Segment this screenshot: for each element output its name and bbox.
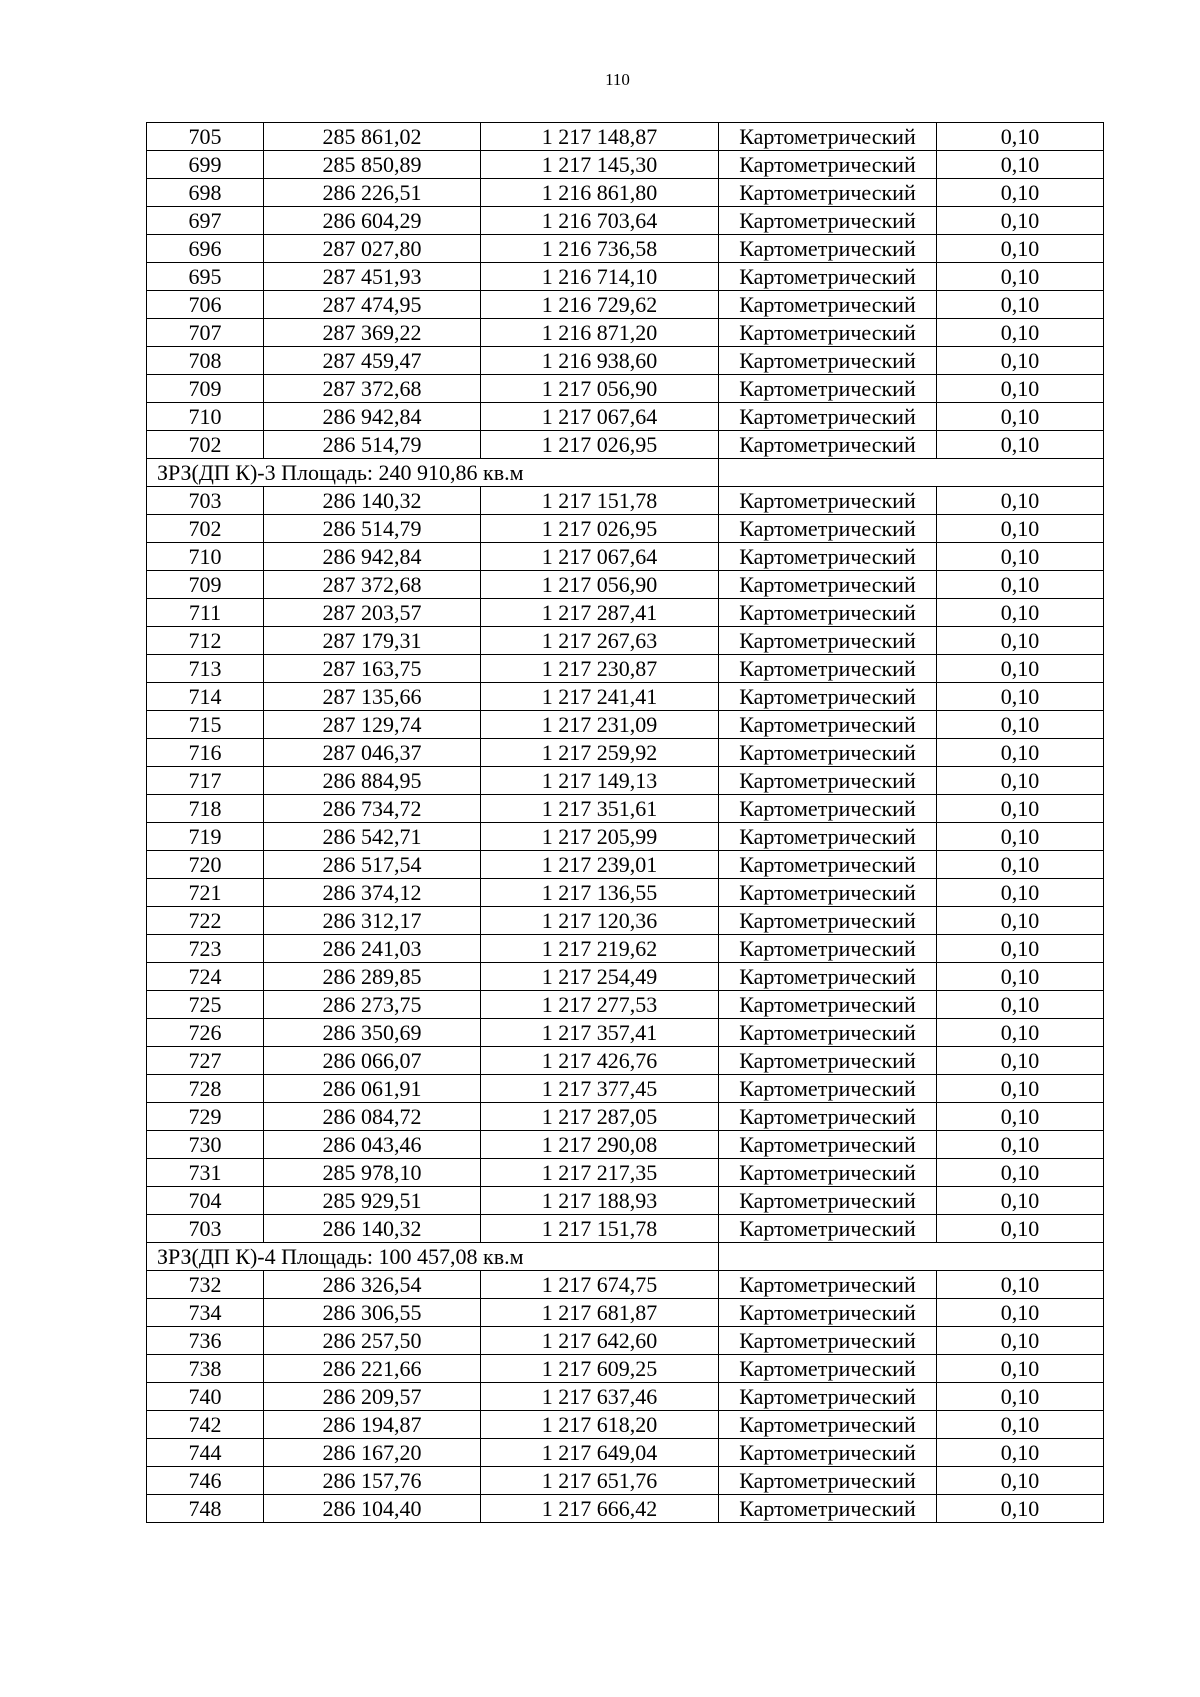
y-coordinate-cell: 1 217 651,76	[481, 1467, 719, 1495]
method-cell: Картометрический	[719, 767, 937, 795]
table-row	[147, 403, 1104, 431]
accuracy-cell: 0,10	[937, 711, 1104, 739]
point-number-cell: 744	[147, 1439, 264, 1467]
accuracy-cell: 0,10	[937, 655, 1104, 683]
y-coordinate-cell: 1 217 151,78	[481, 487, 719, 515]
y-coordinate-cell: 1 217 618,20	[481, 1411, 719, 1439]
y-coordinate-cell: 1 216 861,80	[481, 179, 719, 207]
y-coordinate-cell: 1 217 681,87	[481, 1299, 719, 1327]
coordinates-table	[146, 122, 1104, 1523]
y-coordinate-cell: 1 217 219,62	[481, 935, 719, 963]
method-cell: Картометрический	[719, 1103, 937, 1131]
point-number-cell: 699	[147, 151, 264, 179]
table-row	[147, 935, 1104, 963]
y-coordinate-cell: 1 216 871,20	[481, 319, 719, 347]
point-number-cell: 695	[147, 263, 264, 291]
y-coordinate-cell: 1 217 642,60	[481, 1327, 719, 1355]
method-cell: Картометрический	[719, 1299, 937, 1327]
table-row	[147, 683, 1104, 711]
y-coordinate-cell: 1 217 145,30	[481, 151, 719, 179]
table-row	[147, 487, 1104, 515]
method-cell: Картометрический	[719, 1047, 937, 1075]
method-cell: Картометрический	[719, 1439, 937, 1467]
x-coordinate-cell: 286 514,79	[264, 515, 481, 543]
point-number-cell: 720	[147, 851, 264, 879]
accuracy-cell: 0,10	[937, 375, 1104, 403]
method-cell: Картометрический	[719, 991, 937, 1019]
method-cell: Картометрический	[719, 179, 937, 207]
x-coordinate-cell: 285 929,51	[264, 1187, 481, 1215]
x-coordinate-cell: 286 084,72	[264, 1103, 481, 1131]
x-coordinate-cell: 286 226,51	[264, 179, 481, 207]
table-row	[147, 1383, 1104, 1411]
method-cell: Картометрический	[719, 823, 937, 851]
y-coordinate-cell: 1 217 254,49	[481, 963, 719, 991]
point-number-cell: 729	[147, 1103, 264, 1131]
method-cell: Картометрический	[719, 1187, 937, 1215]
x-coordinate-cell: 287 474,95	[264, 291, 481, 319]
point-number-cell: 724	[147, 963, 264, 991]
accuracy-cell: 0,10	[937, 795, 1104, 823]
y-coordinate-cell: 1 217 609,25	[481, 1355, 719, 1383]
table-row	[147, 571, 1104, 599]
y-coordinate-cell: 1 217 239,01	[481, 851, 719, 879]
y-coordinate-cell: 1 217 149,13	[481, 767, 719, 795]
point-number-cell: 707	[147, 319, 264, 347]
point-number-cell: 731	[147, 1159, 264, 1187]
accuracy-cell: 0,10	[937, 683, 1104, 711]
table-row	[147, 1159, 1104, 1187]
point-number-cell: 703	[147, 487, 264, 515]
y-coordinate-cell: 1 217 637,46	[481, 1383, 719, 1411]
table-row	[147, 263, 1104, 291]
y-coordinate-cell: 1 217 148,87	[481, 123, 719, 151]
table-row	[147, 291, 1104, 319]
y-coordinate-cell: 1 217 188,93	[481, 1187, 719, 1215]
x-coordinate-cell: 286 734,72	[264, 795, 481, 823]
accuracy-cell: 0,10	[937, 1355, 1104, 1383]
point-number-cell: 719	[147, 823, 264, 851]
point-number-cell: 696	[147, 235, 264, 263]
x-coordinate-cell: 286 542,71	[264, 823, 481, 851]
point-number-cell: 704	[147, 1187, 264, 1215]
x-coordinate-cell: 286 257,50	[264, 1327, 481, 1355]
accuracy-cell: 0,10	[937, 739, 1104, 767]
x-coordinate-cell: 285 861,02	[264, 123, 481, 151]
x-coordinate-cell: 286 241,03	[264, 935, 481, 963]
method-cell: Картометрический	[719, 655, 937, 683]
x-coordinate-cell: 286 514,79	[264, 431, 481, 459]
table-row	[147, 907, 1104, 935]
accuracy-cell: 0,10	[937, 235, 1104, 263]
x-coordinate-cell: 286 942,84	[264, 543, 481, 571]
accuracy-cell: 0,10	[937, 1215, 1104, 1243]
x-coordinate-cell: 286 140,32	[264, 487, 481, 515]
y-coordinate-cell: 1 217 357,41	[481, 1019, 719, 1047]
point-number-cell: 722	[147, 907, 264, 935]
table-row	[147, 319, 1104, 347]
accuracy-cell: 0,10	[937, 543, 1104, 571]
table-row	[147, 1411, 1104, 1439]
y-coordinate-cell: 1 216 938,60	[481, 347, 719, 375]
section-header: ЗРЗ(ДП К)-4 Площадь: 100 457,08 кв.м	[147, 1243, 719, 1271]
method-cell: Картометрический	[719, 319, 937, 347]
accuracy-cell: 0,10	[937, 1131, 1104, 1159]
y-coordinate-cell: 1 217 259,92	[481, 739, 719, 767]
method-cell: Картометрический	[719, 487, 937, 515]
table-row	[147, 767, 1104, 795]
method-cell: Картометрический	[719, 1075, 937, 1103]
point-number-cell: 725	[147, 991, 264, 1019]
x-coordinate-cell: 286 350,69	[264, 1019, 481, 1047]
y-coordinate-cell: 1 217 267,63	[481, 627, 719, 655]
point-number-cell: 736	[147, 1327, 264, 1355]
accuracy-cell: 0,10	[937, 879, 1104, 907]
method-cell: Картометрический	[719, 711, 937, 739]
x-coordinate-cell: 286 326,54	[264, 1271, 481, 1299]
method-cell: Картометрический	[719, 263, 937, 291]
method-cell: Картометрический	[719, 431, 937, 459]
table-row	[147, 851, 1104, 879]
section-header-empty-cell	[719, 459, 1104, 487]
method-cell: Картометрический	[719, 1411, 937, 1439]
method-cell: Картометрический	[719, 907, 937, 935]
table-row	[147, 795, 1104, 823]
table-row	[147, 739, 1104, 767]
table-row	[147, 207, 1104, 235]
point-number-cell: 721	[147, 879, 264, 907]
table-row	[147, 823, 1104, 851]
accuracy-cell: 0,10	[937, 1019, 1104, 1047]
y-coordinate-cell: 1 217 026,95	[481, 515, 719, 543]
point-number-cell: 716	[147, 739, 264, 767]
table-row	[147, 347, 1104, 375]
x-coordinate-cell: 286 374,12	[264, 879, 481, 907]
method-cell: Картометрический	[719, 403, 937, 431]
point-number-cell: 742	[147, 1411, 264, 1439]
accuracy-cell: 0,10	[937, 1187, 1104, 1215]
accuracy-cell: 0,10	[937, 767, 1104, 795]
method-cell: Картометрический	[719, 739, 937, 767]
table-row	[147, 151, 1104, 179]
table-row	[147, 879, 1104, 907]
accuracy-cell: 0,10	[937, 207, 1104, 235]
accuracy-cell: 0,10	[937, 1327, 1104, 1355]
accuracy-cell: 0,10	[937, 1075, 1104, 1103]
method-cell: Картометрический	[719, 1383, 937, 1411]
y-coordinate-cell: 1 217 056,90	[481, 375, 719, 403]
method-cell: Картометрический	[719, 1131, 937, 1159]
x-coordinate-cell: 286 061,91	[264, 1075, 481, 1103]
y-coordinate-cell: 1 217 120,36	[481, 907, 719, 935]
x-coordinate-cell: 286 306,55	[264, 1299, 481, 1327]
point-number-cell: 705	[147, 123, 264, 151]
point-number-cell: 708	[147, 347, 264, 375]
table-row	[147, 1327, 1104, 1355]
y-coordinate-cell: 1 217 231,09	[481, 711, 719, 739]
point-number-cell: 702	[147, 431, 264, 459]
method-cell: Картометрический	[719, 795, 937, 823]
y-coordinate-cell: 1 217 377,45	[481, 1075, 719, 1103]
x-coordinate-cell: 287 163,75	[264, 655, 481, 683]
accuracy-cell: 0,10	[937, 1383, 1104, 1411]
accuracy-cell: 0,10	[937, 571, 1104, 599]
accuracy-cell: 0,10	[937, 1103, 1104, 1131]
point-number-cell: 709	[147, 571, 264, 599]
y-coordinate-cell: 1 216 703,64	[481, 207, 719, 235]
x-coordinate-cell: 287 046,37	[264, 739, 481, 767]
table-row	[147, 123, 1104, 151]
x-coordinate-cell: 286 221,66	[264, 1355, 481, 1383]
section-header: ЗРЗ(ДП К)-3 Площадь: 240 910,86 кв.м	[147, 459, 719, 487]
table-row	[147, 1019, 1104, 1047]
point-number-cell: 712	[147, 627, 264, 655]
y-coordinate-cell: 1 217 241,41	[481, 683, 719, 711]
method-cell: Картометрический	[719, 123, 937, 151]
method-cell: Картометрический	[719, 1327, 937, 1355]
accuracy-cell: 0,10	[937, 991, 1104, 1019]
table-row	[147, 991, 1104, 1019]
y-coordinate-cell: 1 217 205,99	[481, 823, 719, 851]
method-cell: Картометрический	[719, 1271, 937, 1299]
table-row	[147, 1131, 1104, 1159]
point-number-cell: 711	[147, 599, 264, 627]
point-number-cell: 698	[147, 179, 264, 207]
accuracy-cell: 0,10	[937, 347, 1104, 375]
table-row	[147, 431, 1104, 459]
point-number-cell: 726	[147, 1019, 264, 1047]
point-number-cell: 748	[147, 1495, 264, 1523]
y-coordinate-cell: 1 217 026,95	[481, 431, 719, 459]
x-coordinate-cell: 285 850,89	[264, 151, 481, 179]
point-number-cell: 713	[147, 655, 264, 683]
x-coordinate-cell: 286 157,76	[264, 1467, 481, 1495]
accuracy-cell: 0,10	[937, 963, 1104, 991]
method-cell: Картометрический	[719, 151, 937, 179]
table-row	[147, 627, 1104, 655]
x-coordinate-cell: 285 978,10	[264, 1159, 481, 1187]
section-header-empty-cell	[719, 1243, 1104, 1271]
table-row	[147, 1075, 1104, 1103]
point-number-cell: 714	[147, 683, 264, 711]
table-row	[147, 1187, 1104, 1215]
method-cell: Картометрический	[719, 375, 937, 403]
method-cell: Картометрический	[719, 347, 937, 375]
x-coordinate-cell: 287 369,22	[264, 319, 481, 347]
accuracy-cell: 0,10	[937, 1159, 1104, 1187]
accuracy-cell: 0,10	[937, 851, 1104, 879]
accuracy-cell: 0,10	[937, 151, 1104, 179]
point-number-cell: 697	[147, 207, 264, 235]
table-row	[147, 515, 1104, 543]
y-coordinate-cell: 1 216 736,58	[481, 235, 719, 263]
table-row	[147, 1047, 1104, 1075]
x-coordinate-cell: 286 289,85	[264, 963, 481, 991]
method-cell: Картометрический	[719, 599, 937, 627]
accuracy-cell: 0,10	[937, 431, 1104, 459]
x-coordinate-cell: 287 451,93	[264, 263, 481, 291]
point-number-cell: 734	[147, 1299, 264, 1327]
y-coordinate-cell: 1 217 067,64	[481, 403, 719, 431]
y-coordinate-cell: 1 217 151,78	[481, 1215, 719, 1243]
table-row	[147, 1103, 1104, 1131]
table-row	[147, 1355, 1104, 1383]
accuracy-cell: 0,10	[937, 1271, 1104, 1299]
y-coordinate-cell: 1 217 426,76	[481, 1047, 719, 1075]
point-number-cell: 732	[147, 1271, 264, 1299]
accuracy-cell: 0,10	[937, 907, 1104, 935]
method-cell: Картометрический	[719, 571, 937, 599]
y-coordinate-cell: 1 217 056,90	[481, 571, 719, 599]
point-number-cell: 710	[147, 543, 264, 571]
y-coordinate-cell: 1 216 714,10	[481, 263, 719, 291]
x-coordinate-cell: 286 273,75	[264, 991, 481, 1019]
method-cell: Картометрический	[719, 851, 937, 879]
x-coordinate-cell: 286 942,84	[264, 403, 481, 431]
x-coordinate-cell: 287 372,68	[264, 375, 481, 403]
point-number-cell: 710	[147, 403, 264, 431]
method-cell: Картометрический	[719, 1019, 937, 1047]
accuracy-cell: 0,10	[937, 935, 1104, 963]
accuracy-cell: 0,10	[937, 403, 1104, 431]
accuracy-cell: 0,10	[937, 1439, 1104, 1467]
x-coordinate-cell: 287 027,80	[264, 235, 481, 263]
table-row	[147, 375, 1104, 403]
y-coordinate-cell: 1 217 136,55	[481, 879, 719, 907]
point-number-cell: 715	[147, 711, 264, 739]
method-cell: Картометрический	[719, 879, 937, 907]
table-row	[147, 179, 1104, 207]
x-coordinate-cell: 286 517,54	[264, 851, 481, 879]
point-number-cell: 706	[147, 291, 264, 319]
point-number-cell: 709	[147, 375, 264, 403]
method-cell: Картометрический	[719, 683, 937, 711]
section-header-row	[147, 459, 1104, 487]
x-coordinate-cell: 286 104,40	[264, 1495, 481, 1523]
table-row	[147, 1299, 1104, 1327]
method-cell: Картометрический	[719, 1159, 937, 1187]
accuracy-cell: 0,10	[937, 1299, 1104, 1327]
accuracy-cell: 0,10	[937, 1467, 1104, 1495]
method-cell: Картометрический	[719, 1495, 937, 1523]
point-number-cell: 717	[147, 767, 264, 795]
table-row	[147, 235, 1104, 263]
method-cell: Картометрический	[719, 207, 937, 235]
method-cell: Картометрический	[719, 935, 937, 963]
x-coordinate-cell: 287 203,57	[264, 599, 481, 627]
table-row	[147, 655, 1104, 683]
y-coordinate-cell: 1 217 290,08	[481, 1131, 719, 1159]
table-row	[147, 1271, 1104, 1299]
x-coordinate-cell: 287 135,66	[264, 683, 481, 711]
accuracy-cell: 0,10	[937, 319, 1104, 347]
y-coordinate-cell: 1 217 217,35	[481, 1159, 719, 1187]
y-coordinate-cell: 1 217 351,61	[481, 795, 719, 823]
table-row	[147, 711, 1104, 739]
method-cell: Картометрический	[719, 235, 937, 263]
method-cell: Картометрический	[719, 627, 937, 655]
accuracy-cell: 0,10	[937, 263, 1104, 291]
point-number-cell: 746	[147, 1467, 264, 1495]
table-row	[147, 1467, 1104, 1495]
point-number-cell: 727	[147, 1047, 264, 1075]
accuracy-cell: 0,10	[937, 599, 1104, 627]
accuracy-cell: 0,10	[937, 487, 1104, 515]
method-cell: Картометрический	[719, 543, 937, 571]
x-coordinate-cell: 286 140,32	[264, 1215, 481, 1243]
x-coordinate-cell: 286 604,29	[264, 207, 481, 235]
accuracy-cell: 0,10	[937, 627, 1104, 655]
y-coordinate-cell: 1 217 230,87	[481, 655, 719, 683]
method-cell: Картометрический	[719, 963, 937, 991]
table-row	[147, 1439, 1104, 1467]
method-cell: Картометрический	[719, 291, 937, 319]
x-coordinate-cell: 286 194,87	[264, 1411, 481, 1439]
table-row	[147, 599, 1104, 627]
point-number-cell: 738	[147, 1355, 264, 1383]
point-number-cell: 702	[147, 515, 264, 543]
y-coordinate-cell: 1 217 674,75	[481, 1271, 719, 1299]
y-coordinate-cell: 1 217 287,41	[481, 599, 719, 627]
accuracy-cell: 0,10	[937, 823, 1104, 851]
y-coordinate-cell: 1 217 287,05	[481, 1103, 719, 1131]
x-coordinate-cell: 286 066,07	[264, 1047, 481, 1075]
y-coordinate-cell: 1 217 666,42	[481, 1495, 719, 1523]
point-number-cell: 703	[147, 1215, 264, 1243]
method-cell: Картометрический	[719, 515, 937, 543]
page-number: 110	[605, 70, 630, 89]
table-row	[147, 1495, 1104, 1523]
x-coordinate-cell: 287 372,68	[264, 571, 481, 599]
table-row	[147, 1215, 1104, 1243]
accuracy-cell: 0,10	[937, 123, 1104, 151]
accuracy-cell: 0,10	[937, 1495, 1104, 1523]
method-cell: Картометрический	[719, 1355, 937, 1383]
x-coordinate-cell: 287 459,47	[264, 347, 481, 375]
x-coordinate-cell: 286 884,95	[264, 767, 481, 795]
method-cell: Картометрический	[719, 1467, 937, 1495]
point-number-cell: 723	[147, 935, 264, 963]
x-coordinate-cell: 286 312,17	[264, 907, 481, 935]
x-coordinate-cell: 286 043,46	[264, 1131, 481, 1159]
x-coordinate-cell: 286 167,20	[264, 1439, 481, 1467]
accuracy-cell: 0,10	[937, 1411, 1104, 1439]
point-number-cell: 728	[147, 1075, 264, 1103]
accuracy-cell: 0,10	[937, 1047, 1104, 1075]
x-coordinate-cell: 286 209,57	[264, 1383, 481, 1411]
y-coordinate-cell: 1 217 277,53	[481, 991, 719, 1019]
method-cell: Картометрический	[719, 1215, 937, 1243]
point-number-cell: 740	[147, 1383, 264, 1411]
point-number-cell: 718	[147, 795, 264, 823]
point-number-cell: 730	[147, 1131, 264, 1159]
section-header-row	[147, 1243, 1104, 1271]
accuracy-cell: 0,10	[937, 515, 1104, 543]
y-coordinate-cell: 1 217 649,04	[481, 1439, 719, 1467]
x-coordinate-cell: 287 179,31	[264, 627, 481, 655]
x-coordinate-cell: 287 129,74	[264, 711, 481, 739]
accuracy-cell: 0,10	[937, 179, 1104, 207]
y-coordinate-cell: 1 217 067,64	[481, 543, 719, 571]
table-row	[147, 543, 1104, 571]
y-coordinate-cell: 1 216 729,62	[481, 291, 719, 319]
table-row	[147, 963, 1104, 991]
accuracy-cell: 0,10	[937, 291, 1104, 319]
